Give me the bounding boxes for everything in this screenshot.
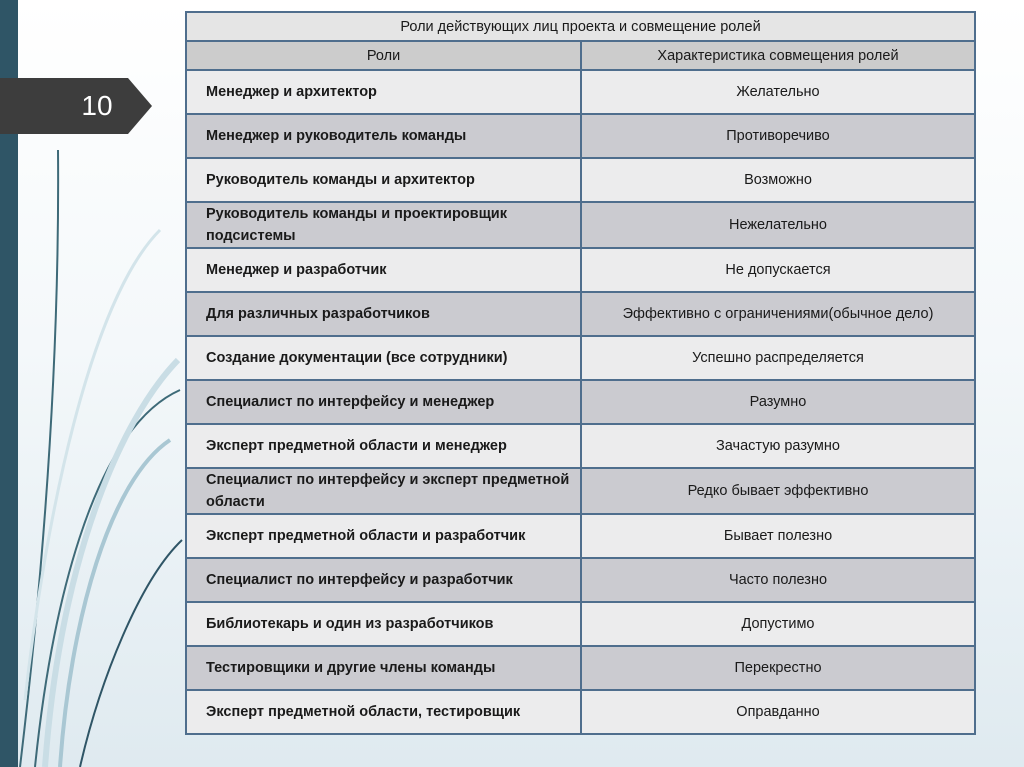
value-cell: Разумно [581, 380, 975, 424]
value-cell: Нежелательно [581, 202, 975, 248]
value-cell: Желательно [581, 70, 975, 114]
value-cell: Успешно распределяется [581, 336, 975, 380]
table-row [186, 468, 975, 514]
table-row [186, 114, 975, 158]
value-cell: Часто полезно [581, 558, 975, 602]
role-cell: Эксперт предметной области, тестировщик [186, 690, 581, 734]
table-row [186, 602, 975, 646]
value-cell: Перекрестно [581, 646, 975, 690]
table-row [186, 690, 975, 734]
role-cell: Специалист по интерфейсу и разработчик [186, 558, 581, 602]
value-cell: Редко бывает эффективно [581, 468, 975, 514]
value-cell: Возможно [581, 158, 975, 202]
role-cell: Библиотекарь и один из разработчиков [186, 602, 581, 646]
table-row [186, 380, 975, 424]
table-row [186, 202, 975, 248]
role-cell: Менеджер и руководитель команды [186, 114, 581, 158]
table-row [186, 70, 975, 114]
value-cell: Зачастую разумно [581, 424, 975, 468]
table-row [186, 558, 975, 602]
role-cell: Руководитель команды и архитектор [186, 158, 581, 202]
roles-table [185, 11, 976, 735]
table-row [186, 158, 975, 202]
value-cell: Эффективно с ограничениями(обычное дело) [581, 292, 975, 336]
table-row [186, 248, 975, 292]
slide-number: 10 [81, 90, 113, 121]
table-row [186, 336, 975, 380]
value-cell: Противоречиво [581, 114, 975, 158]
column-header-characteristic: Характеристика совмещения ролей [581, 41, 975, 70]
role-cell: Менеджер и разработчик [186, 248, 581, 292]
column-header-roles: Роли [186, 41, 581, 70]
table-row [186, 514, 975, 558]
table-row [186, 292, 975, 336]
role-cell: Специалист по интерфейсу и менеджер [186, 380, 581, 424]
table-title: Роли действующих лиц проекта и совмещение ролей [186, 12, 975, 41]
role-cell: Для различных разработчиков [186, 292, 581, 336]
value-cell: Бывает полезно [581, 514, 975, 558]
role-cell: Создание документации (все сотрудники) [186, 336, 581, 380]
value-cell: Допустимо [581, 602, 975, 646]
role-cell: Специалист по интерфейсу и эксперт предметной области [186, 468, 581, 514]
value-cell: Оправданно [581, 690, 975, 734]
value-cell: Не допускается [581, 248, 975, 292]
table-row [186, 424, 975, 468]
role-cell: Менеджер и архитектор [186, 70, 581, 114]
table-row [186, 646, 975, 690]
role-cell: Эксперт предметной области и менеджер [186, 424, 581, 468]
role-cell: Тестировщики и другие члены команды [186, 646, 581, 690]
role-cell: Эксперт предметной области и разработчик [186, 514, 581, 558]
role-cell: Руководитель команды и проектировщик подсистемы [186, 202, 581, 248]
